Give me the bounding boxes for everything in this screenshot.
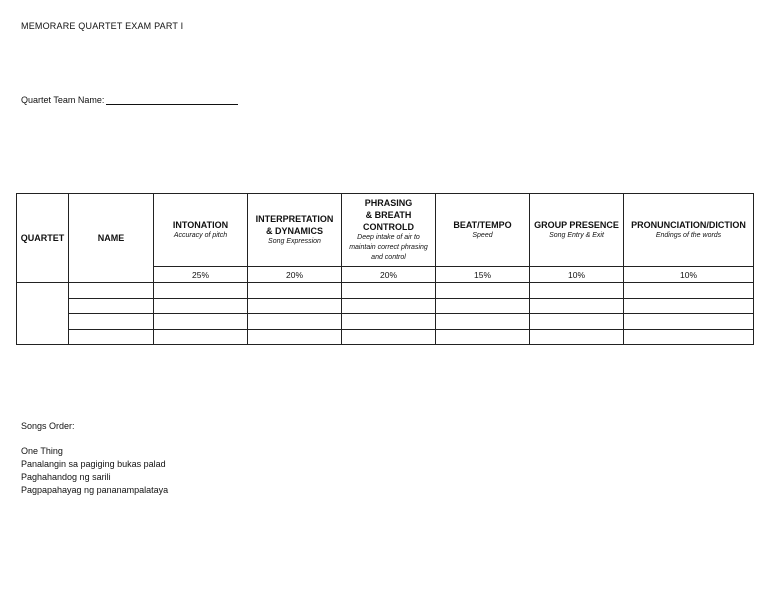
score-cell[interactable] <box>154 314 248 330</box>
score-cell[interactable] <box>154 329 248 345</box>
header-phrasing: PHRASING & BREATH CONTROLD Deep intake of air to maintain correct phrasing and control <box>342 194 436 267</box>
weight-phrasing: 20% <box>342 267 436 283</box>
score-cell[interactable] <box>530 283 624 299</box>
table-row <box>17 329 754 345</box>
header-interpretation: INTERPRETATION & DYNAMICS Song Expression <box>248 194 342 267</box>
score-cell[interactable] <box>436 314 530 330</box>
songs-heading: Songs Order: <box>21 421 75 431</box>
score-cell[interactable] <box>342 283 436 299</box>
score-cell[interactable] <box>154 283 248 299</box>
song-item: Pagpapahayag ng pananampalataya <box>21 485 169 495</box>
score-cell[interactable] <box>248 298 342 314</box>
score-cell[interactable] <box>624 283 754 299</box>
header-intonation: INTONATION Accuracy of pitch <box>154 194 248 267</box>
score-cell[interactable] <box>436 329 530 345</box>
header-pronunciation: PRONUNCIATION/DICTION Endings of the words <box>624 194 754 267</box>
score-table <box>16 193 754 345</box>
score-cell[interactable] <box>530 329 624 345</box>
team-name-blank[interactable] <box>106 95 238 105</box>
score-cell[interactable] <box>342 298 436 314</box>
score-cell[interactable] <box>436 283 530 299</box>
document-title: MEMORARE QUARTET EXAM PART I <box>21 21 184 31</box>
team-name-label: Quartet Team Name: <box>21 95 105 105</box>
table-row <box>17 314 754 330</box>
weight-pronunciation: 10% <box>624 267 754 283</box>
weight-beat-tempo: 15% <box>436 267 530 283</box>
header-row <box>17 194 754 267</box>
song-item: Panalangin sa pagiging bukas palad <box>21 459 166 469</box>
score-cell[interactable] <box>248 314 342 330</box>
score-cell[interactable] <box>530 314 624 330</box>
score-cell[interactable] <box>624 329 754 345</box>
score-cell[interactable] <box>530 298 624 314</box>
header-name: NAME <box>69 194 154 283</box>
score-cell[interactable] <box>436 298 530 314</box>
header-group-presence: GROUP PRESENCE Song Entry & Exit <box>530 194 624 267</box>
name-cell[interactable] <box>69 283 154 299</box>
quartet-cell[interactable] <box>17 283 69 345</box>
name-cell[interactable] <box>69 329 154 345</box>
header-beat-tempo: BEAT/TEMPO Speed <box>436 194 530 267</box>
score-cell[interactable] <box>248 329 342 345</box>
score-cell[interactable] <box>624 298 754 314</box>
team-name-line <box>21 95 238 105</box>
score-cell[interactable] <box>154 298 248 314</box>
song-item: Paghahandog ng sarili <box>21 472 111 482</box>
weight-group-presence: 10% <box>530 267 624 283</box>
song-item: One Thing <box>21 446 63 456</box>
songs-section <box>21 420 168 497</box>
table-row <box>17 283 754 299</box>
name-cell[interactable] <box>69 298 154 314</box>
score-cell[interactable] <box>342 314 436 330</box>
weight-intonation: 25% <box>154 267 248 283</box>
name-cell[interactable] <box>69 314 154 330</box>
header-quartet: QUARTET <box>17 194 69 283</box>
weight-interpretation: 20% <box>248 267 342 283</box>
score-cell[interactable] <box>248 283 342 299</box>
score-cell[interactable] <box>624 314 754 330</box>
score-cell[interactable] <box>342 329 436 345</box>
table-row <box>17 298 754 314</box>
